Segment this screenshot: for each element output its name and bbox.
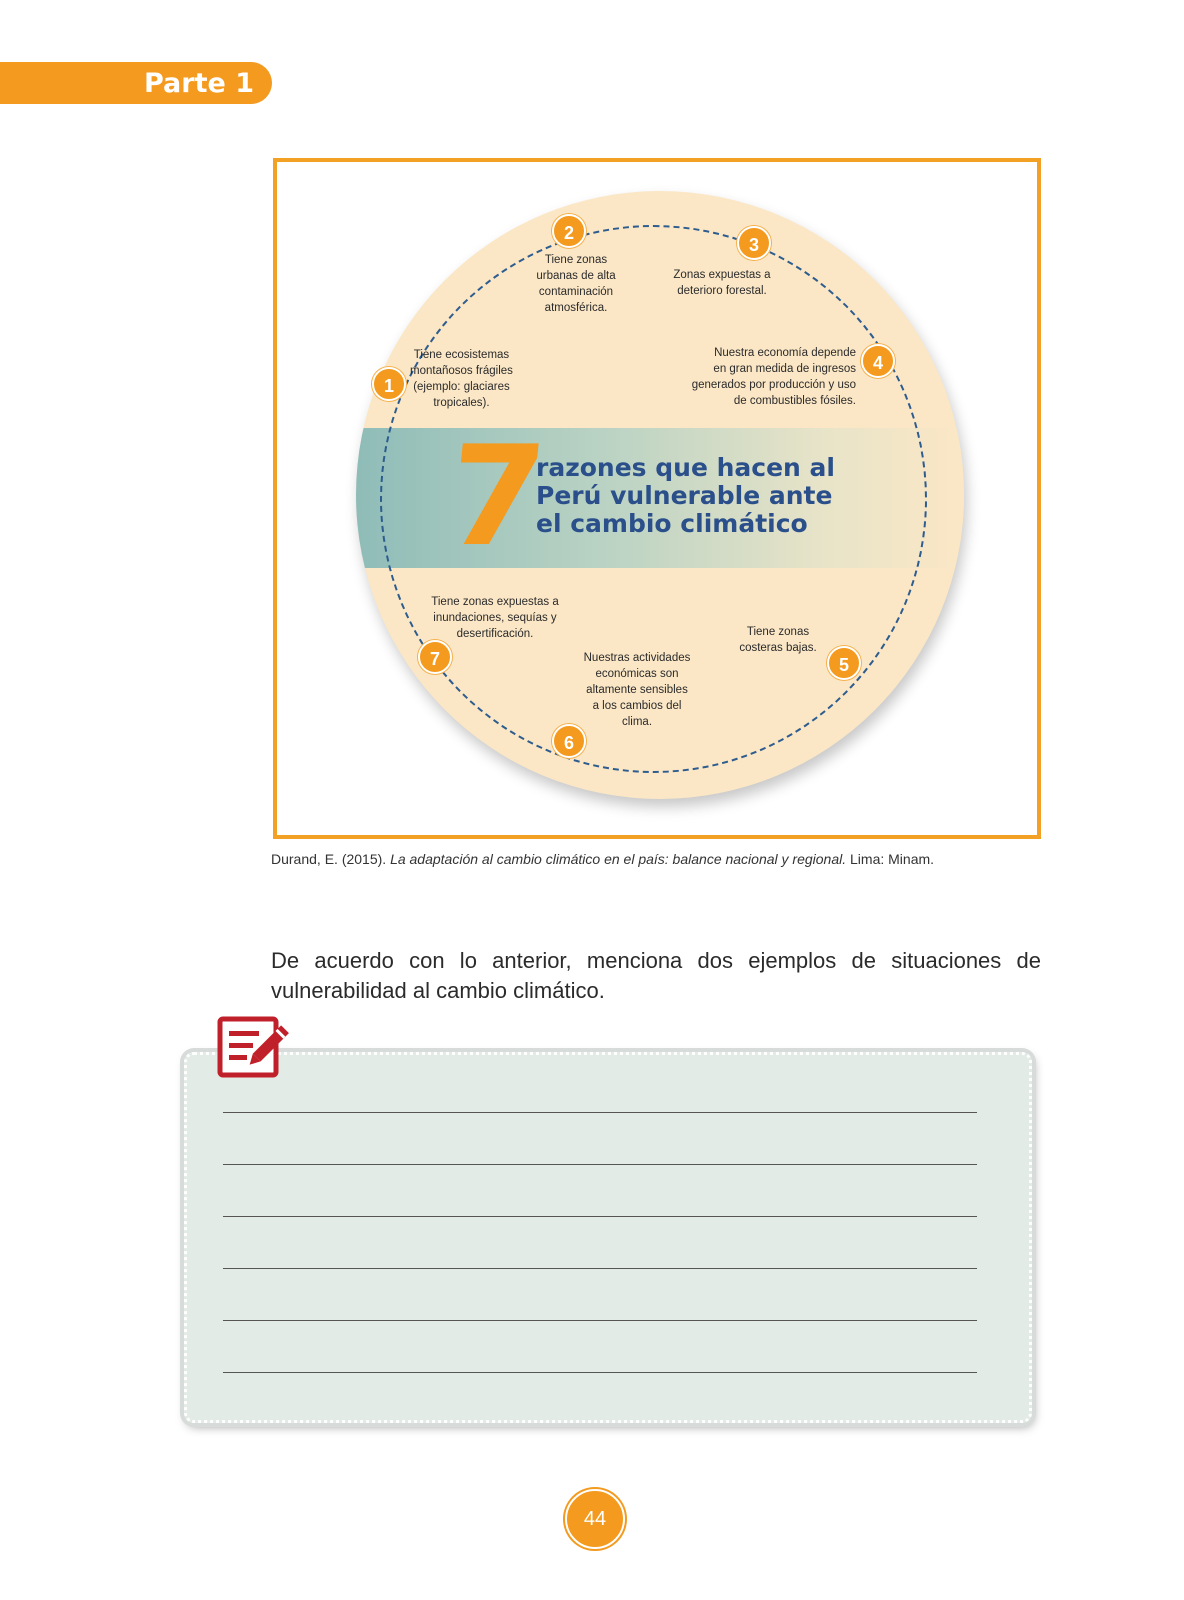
- question-line: De acuerdo con lo anterior, menciona dos ejemplos de situaciones de: [271, 948, 1041, 973]
- reason-1-badge: 1: [372, 367, 406, 401]
- reason-2-text: [530, 252, 622, 316]
- reason-1-text: [410, 347, 513, 411]
- reason-6-text: [580, 650, 694, 730]
- reason-line: Tiene zonas expuestas a: [431, 596, 559, 608]
- reason-line: inundaciones, sequías y: [433, 612, 557, 624]
- reason-6-badge: 6: [552, 724, 586, 758]
- big-number: 7: [439, 416, 553, 577]
- reason-line: desertificación.: [456, 628, 534, 640]
- infographic-title: [536, 453, 835, 538]
- reason-line: a los cambios del: [592, 700, 682, 712]
- reason-line: Tiene zonas: [746, 626, 810, 638]
- reason-line: Nuestra economía depende: [714, 347, 856, 359]
- reason-line: costeras bajas.: [739, 642, 817, 654]
- answer-line[interactable]: [223, 1320, 977, 1321]
- reason-4-text: [678, 345, 856, 409]
- reason-line: económicas son: [595, 668, 679, 680]
- reason-line: montañosos frágiles: [410, 365, 513, 377]
- caption-publisher: Lima: Minam.: [846, 851, 935, 867]
- reason-7-text: [428, 594, 562, 642]
- question-line: vulnerabilidad al cambio climático.: [271, 978, 605, 1003]
- reason-line: Zonas expuestas a: [673, 269, 771, 281]
- title-line: Perú vulnerable ante: [536, 481, 833, 510]
- reason-3-badge: 3: [737, 226, 771, 260]
- answer-line[interactable]: [223, 1164, 977, 1165]
- title-line: el cambio climático: [536, 509, 808, 538]
- reason-line: altamente sensibles: [586, 684, 688, 696]
- question-text: [271, 946, 1041, 1006]
- reason-7-badge: 7: [418, 640, 452, 674]
- part-label: Parte 1: [143, 68, 254, 99]
- reason-5-text: [736, 624, 820, 656]
- reason-5-badge: 5: [827, 646, 861, 680]
- reason-3-text: [670, 267, 774, 299]
- caption-author: Durand, E. (2015).: [271, 851, 391, 867]
- caption-title: La adaptación al cambio climático en el país: balance nacional y regional.: [390, 851, 847, 867]
- reason-line: urbanas de alta: [536, 270, 616, 282]
- source-caption: [271, 851, 1031, 867]
- reason-line: de combustibles fósiles.: [733, 395, 856, 407]
- reason-line: Tiene ecosistemas: [413, 349, 510, 361]
- write-notes-icon: [217, 1016, 297, 1082]
- reason-line: (ejemplo: glaciares: [413, 381, 510, 393]
- reason-line: contaminación: [538, 286, 614, 298]
- answer-line[interactable]: [223, 1216, 977, 1217]
- reason-line: deterioro forestal.: [677, 285, 767, 297]
- reason-line: Tiene zonas: [544, 254, 608, 266]
- reason-line: tropicales).: [433, 397, 490, 409]
- answer-line[interactable]: [223, 1372, 977, 1373]
- reason-line: generados por producción y uso: [691, 379, 856, 391]
- title-line: razones que hacen al: [536, 453, 835, 482]
- part-tab: [0, 62, 272, 104]
- answer-line[interactable]: [223, 1112, 977, 1113]
- answer-area[interactable]: [184, 1052, 1032, 1423]
- reason-line: clima.: [621, 716, 653, 728]
- reason-2-badge: 2: [552, 214, 586, 248]
- reason-line: Nuestras actividades: [583, 652, 691, 664]
- reason-4-badge: 4: [861, 344, 895, 378]
- reason-line: atmosférica.: [544, 302, 608, 314]
- reason-line: en gran medida de ingresos: [713, 363, 856, 375]
- page-number: 44: [565, 1489, 625, 1549]
- answer-line[interactable]: [223, 1268, 977, 1269]
